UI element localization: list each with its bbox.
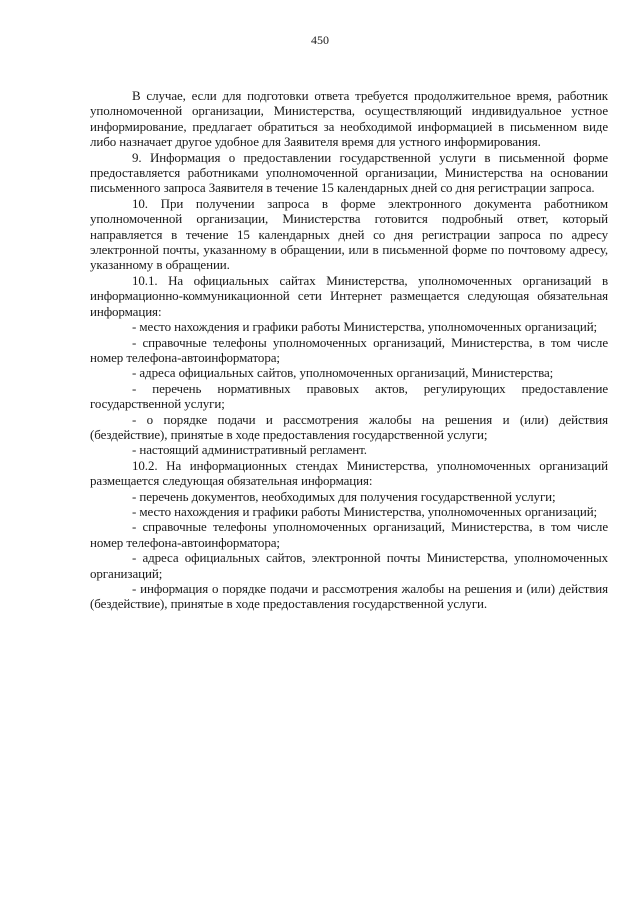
list-item-complaints: - о порядке подачи и рассмотрения жалобы на решения и (или) действия (бездействие), принятые в ходе предоставления государственной услуги;	[90, 411, 608, 442]
list-item-phones: - справочные телефоны уполномоченных организаций, Министерства, в том числе номер телефона-автоинформатора;	[90, 334, 608, 365]
list-item-site-addresses: - адреса официальных сайтов, уполномоченных организаций, Министерства;	[132, 365, 554, 381]
paragraph-stands-intro: 10.2. На информационных стендах Министерства, уполномоченных организаций размещается следующая обязательная информация:	[90, 457, 608, 489]
list-item-site-email-addresses: - адреса официальных сайтов, электронной почты Министерства, уполномоченных организаций;	[90, 550, 608, 581]
paragraph-electronic-request: 10. При получении запроса в форме электронного документа работником уполномоченной организации, Министерства готовится подробный ответ, который направляется в течение 15 календарных дней со дня регистрации запроса по адресу электронной почты, указанному в обращении, или в письменной форме по почтовому адресу, указанному в обращении.	[90, 195, 608, 273]
paragraph-websites-intro: 10.1. На официальных сайтах Министерства, уполномоченных организаций в информационно-коммуникационной сети Интернет размещается следующая обязательная информация:	[90, 272, 608, 319]
list-item-location-schedule-2: - место нахождения и графики работы Министерства, уполномоченных организаций;	[132, 503, 598, 519]
paragraph-written-info: 9. Информация о предоставлении государственной услуги в письменной форме предоставляется работниками уполномоченной организации, Министерства на основании письменного запроса Заявителя в течение 15 календарных дней со дня регистрации запроса.	[90, 149, 608, 196]
list-item-legal-acts: - перечень нормативных правовых актов, регулирующих предоставление государственной услуги;	[90, 380, 608, 412]
list-item-phones-2: - справочные телефоны уполномоченных организаций, Министерства, в том числе номер телефона-автоинформатора;	[90, 519, 608, 550]
list-item-complaints-2: - информация о порядке подачи и рассмотрения жалобы на решения и (или) действия (бездействие), принятые в ходе предоставления государственной услуги.	[90, 581, 608, 612]
paragraph-response-time: В случае, если для подготовки ответа требуется продолжительное время, работник уполномоченной организации, Министерства, осуществляющий индивидуальное устное информирование, предлагает обратиться за необходимой информацией в письменном виде либо назначает другое удобное для Заявителя время для устного информирования.	[90, 88, 608, 150]
list-item-regulation: - настоящий административный регламент.	[132, 442, 367, 458]
list-item-documents: - перечень документов, необходимых для получения государственной услуги;	[132, 488, 556, 504]
list-item-location-schedule: - место нахождения и графики работы Министерства, уполномоченных организаций;	[132, 319, 598, 335]
document-body	[90, 88, 608, 612]
page-number: 450	[311, 33, 329, 47]
